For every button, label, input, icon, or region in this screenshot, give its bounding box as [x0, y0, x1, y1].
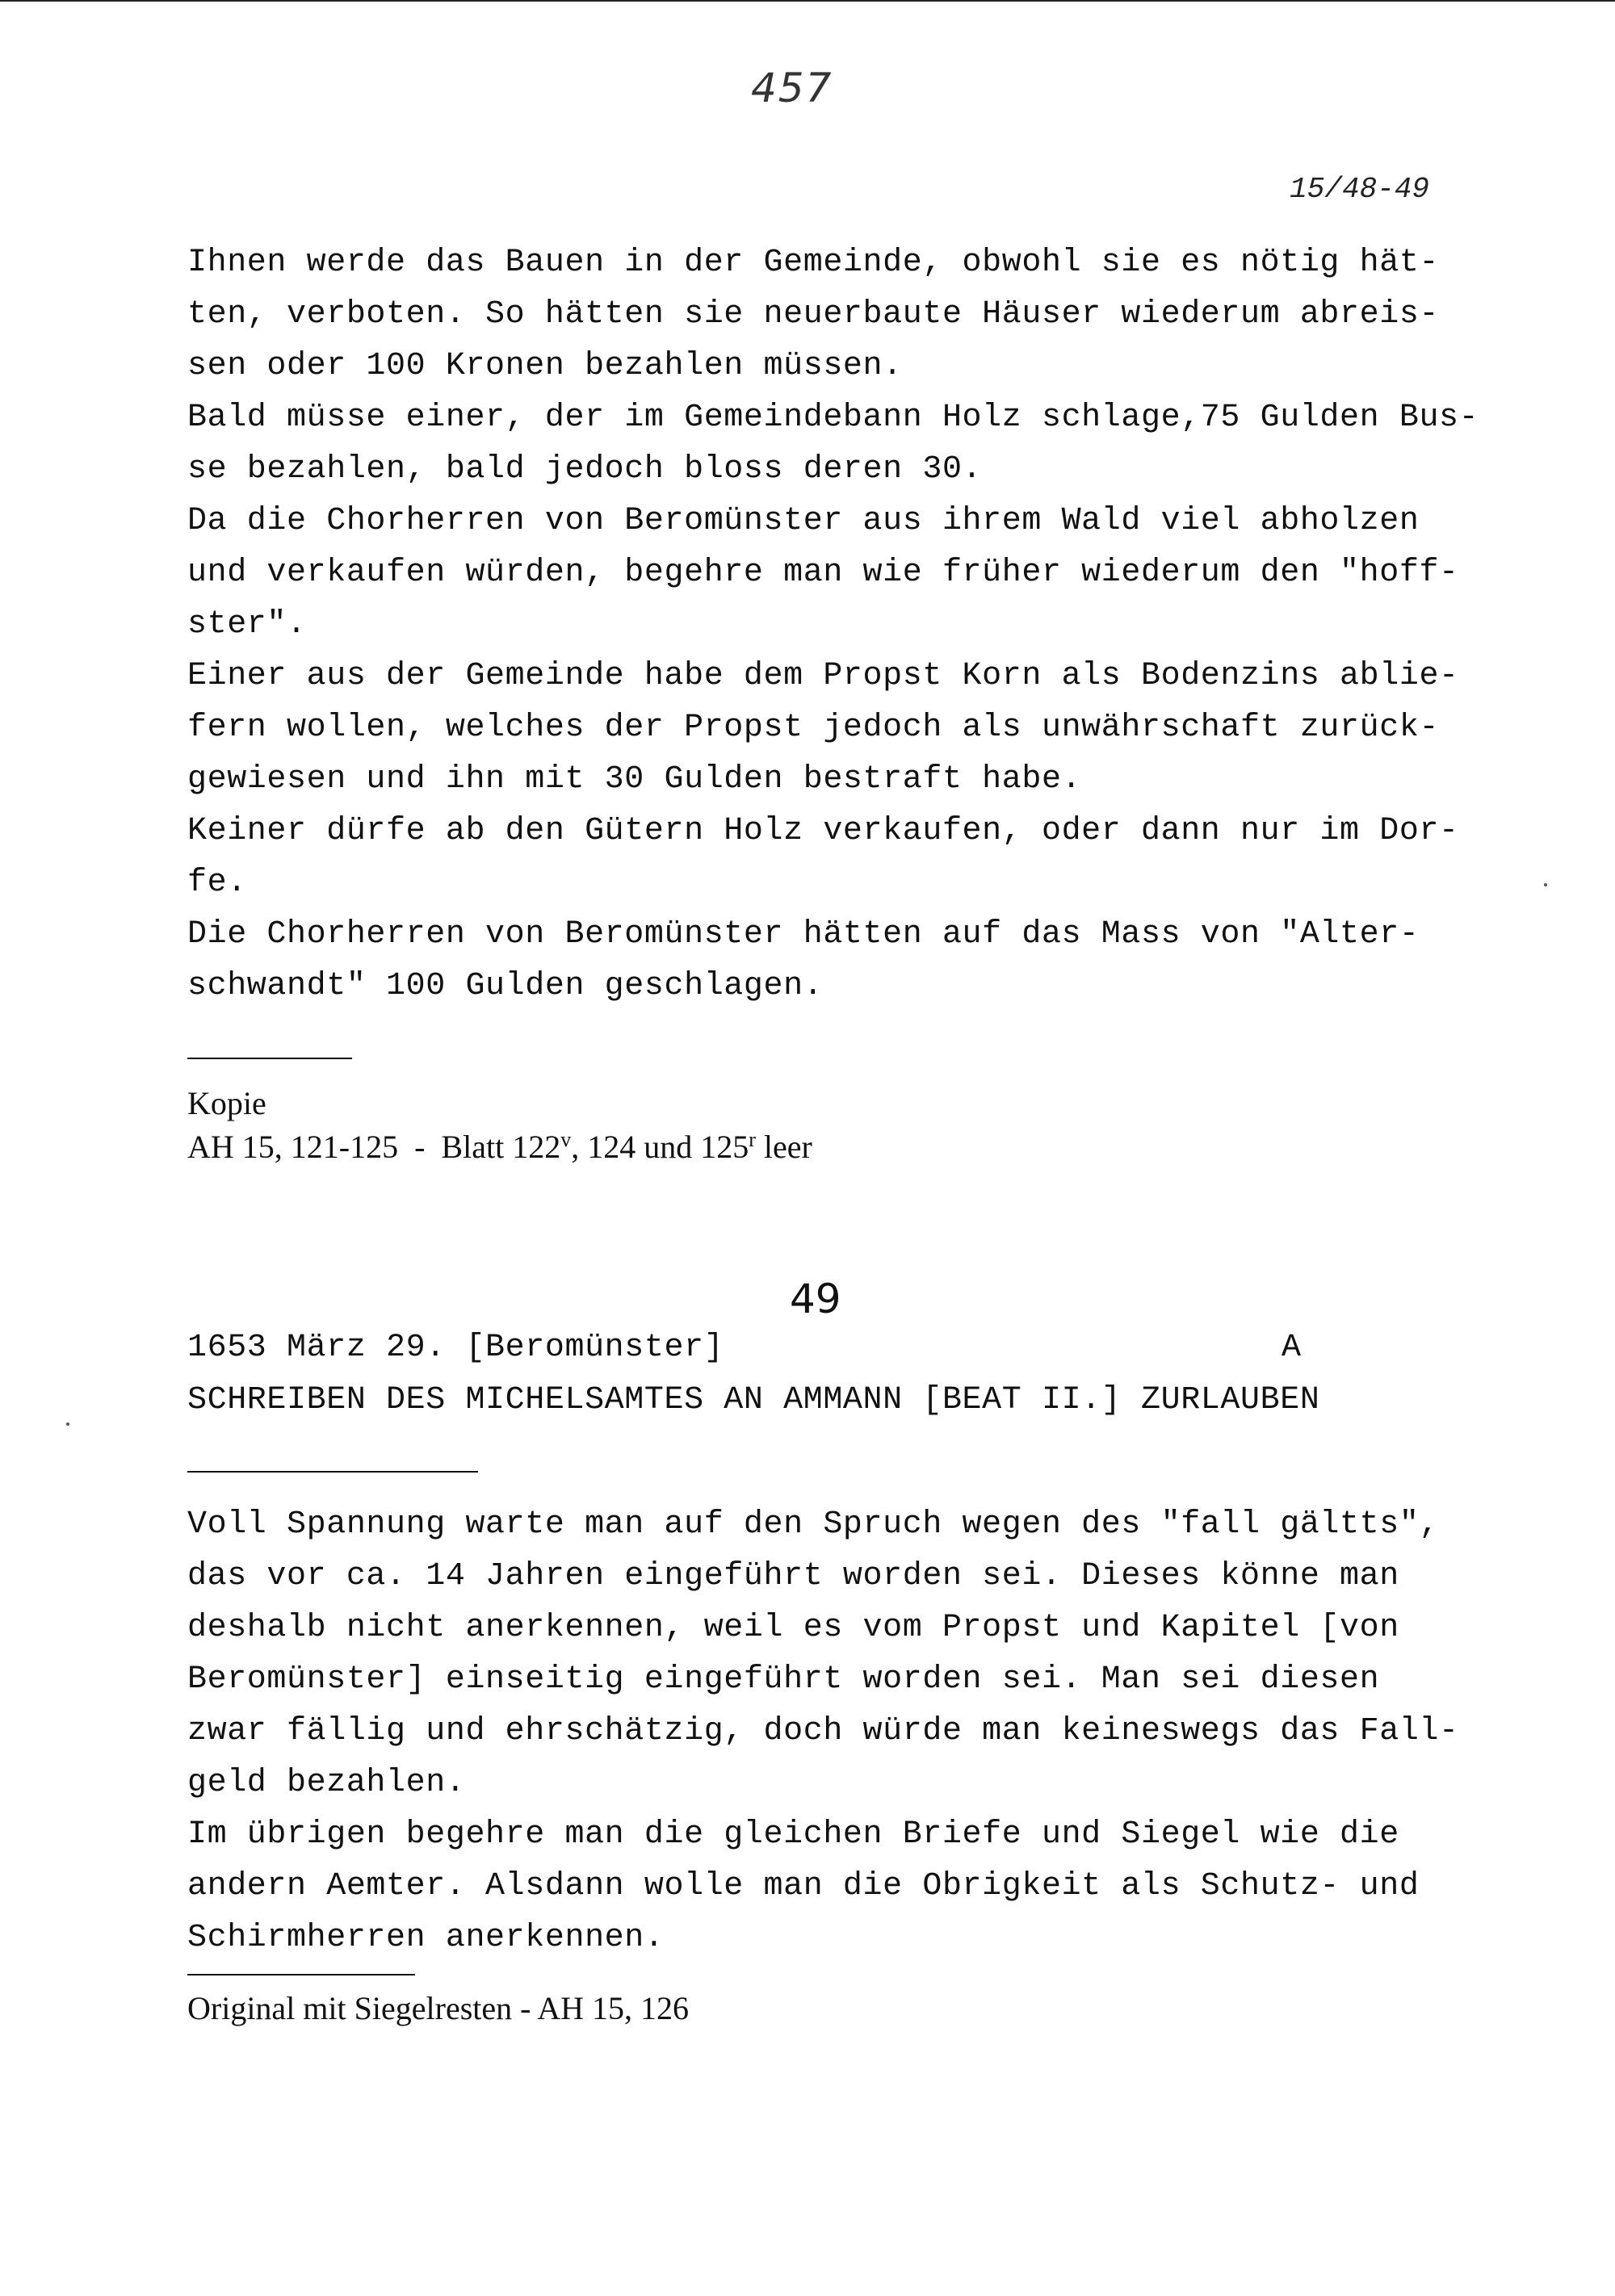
text-line: se bezahlen, bald jedoch bloss deren 30.	[187, 451, 983, 488]
scan-speck	[66, 1422, 69, 1426]
text-line: Die Chorherren von Beromünster hätten auf das Mass von "Alter-	[187, 916, 1420, 953]
text-line: deshalb nicht anerkennen, weil es vom Propst und Kapitel [von	[187, 1610, 1399, 1646]
page-reference: 15/48-49	[1290, 173, 1429, 206]
doc49-date-line	[187, 1330, 1302, 1366]
text-line: fern wollen, welches der Propst jedoch als unwährschaft zurück-	[187, 710, 1440, 746]
text-line: Einer aus der Gemeinde habe dem Propst Korn als Bodenzins ablie-	[187, 658, 1459, 694]
text-line: Voll Spannung warte man auf den Spruch wegen des "fall gältts",	[187, 1506, 1440, 1543]
text-line: Bald müsse einer, der im Gemeindebann Holz schlage,75 Gulden Bus-	[187, 400, 1479, 436]
text-line: ten, verboten. So hätten sie neuerbaute Häuser wiederum abreis-	[187, 296, 1440, 333]
doc49-title: SCHREIBEN DES MICHELSAMTES AN AMMANN [BEAT II.] ZURLAUBEN	[187, 1382, 1320, 1418]
text-line: Beromünster] einseitig eingeführt worden sei. Man sei diesen	[187, 1661, 1380, 1698]
text-line: zwar fällig und ehrschätzig, doch würde man keineswegs das Fall-	[187, 1713, 1459, 1749]
text-line: geld bezahlen.	[187, 1765, 466, 1801]
document-number: 49	[790, 1276, 841, 1322]
text-line: Ihnen werde das Bauen in der Gemeinde, obwohl sie es nötig hät-	[187, 245, 1440, 281]
section-rule	[187, 1974, 415, 1975]
archive-stamp: 457	[751, 65, 833, 111]
scan-speck	[1544, 883, 1547, 886]
copy-label: Kopie	[187, 1085, 266, 1121]
text-line: Keiner dürfe ab den Gütern Holz verkaufen, oder dann nur im Dor-	[187, 813, 1459, 849]
doc49-original-note: Original mit Siegelresten - AH 15, 126	[187, 1990, 690, 2026]
text-line: sen oder 100 Kronen bezahlen müssen.	[187, 348, 903, 384]
doc49-body	[187, 1499, 1459, 1964]
date-place: 1653 März 29. [Beromünster]	[187, 1330, 724, 1366]
text-line: gewiesen und ihn mit 30 Gulden bestraft habe.	[187, 761, 1082, 798]
text-line: andern Aemter. Alsdann wolle man die Obrigkeit als Schutz- und	[187, 1868, 1420, 1904]
text-line: das vor ca. 14 Jahren eingeführt worden sei. Dieses könne man	[187, 1558, 1399, 1594]
text-line: Im übrigen begehre man die gleichen Briefe und Siegel wie die	[187, 1816, 1399, 1853]
text-line: schwandt" 100 Gulden geschlagen.	[187, 968, 824, 1004]
doc48-source-note	[187, 1082, 812, 1169]
text-line: Schirmherren anerkennen.	[187, 1920, 665, 1956]
text-line: fe.	[187, 865, 247, 901]
text-line: und verkaufen würden, begehre man wie früher wiederum den "hoff-	[187, 555, 1459, 591]
text-line: Da die Chorherren von Beromünster aus ihrem Wald viel abholzen	[187, 503, 1420, 539]
document-marker: A	[1282, 1330, 1302, 1366]
source-reference: AH 15, 121-125 - Blatt 122$^v$, 124 und 125$^r$ leer	[187, 1128, 812, 1165]
doc48-body	[187, 237, 1479, 1012]
text-line: ster".	[187, 606, 307, 643]
section-rule	[187, 1471, 478, 1473]
section-rule	[187, 1058, 352, 1059]
